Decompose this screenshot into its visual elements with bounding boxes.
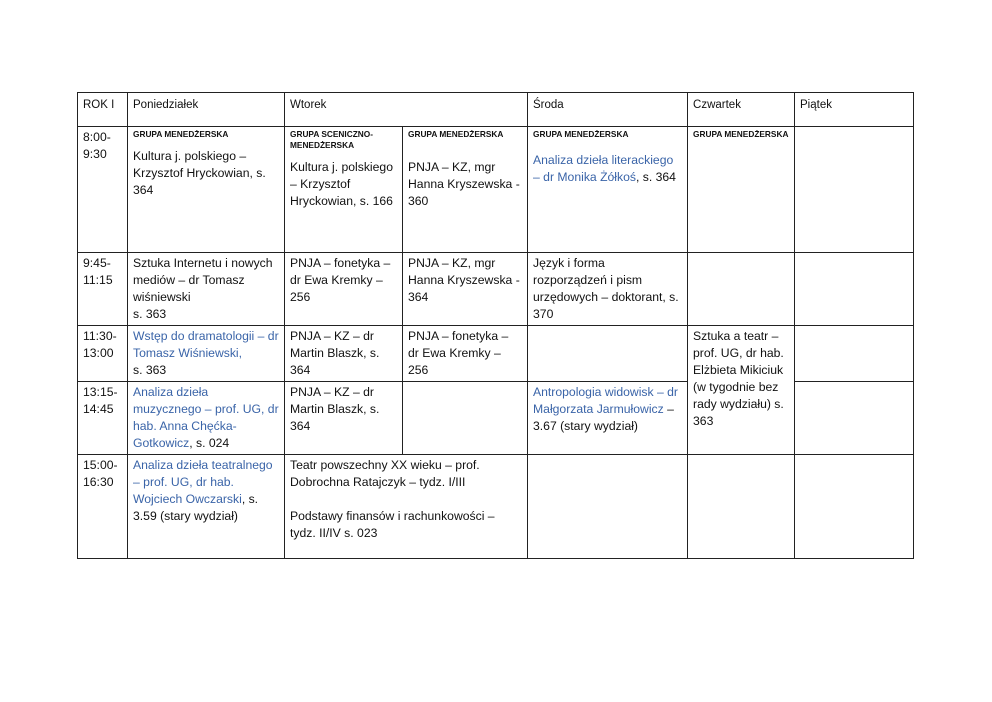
tuesday-cell-a — [285, 382, 403, 455]
course-room: , s. 024 — [189, 436, 230, 450]
time-slot: 8:00- 9:30 — [78, 127, 128, 253]
friday-cell — [795, 455, 914, 559]
time-row — [78, 455, 914, 559]
course-room: s. 363 — [133, 363, 167, 377]
course-link[interactable]: Antropologia widowisk – dr Małgorzata Jarmułowicz — [533, 385, 678, 416]
day-header-friday: Piątek — [795, 93, 914, 127]
monday-cell — [128, 382, 285, 455]
tuesday-cell-b — [403, 382, 528, 455]
time-slot: 15:00- 16:30 — [78, 455, 128, 559]
course-room: – 3.67 (stary wydział) — [533, 402, 674, 433]
group-label: GRUPA MENEDŻERSKA — [533, 129, 629, 139]
friday-cell — [795, 253, 914, 326]
monday-cell — [128, 253, 285, 326]
tuesday-cell-a — [285, 253, 403, 326]
group-label: GRUPA MENEDŻERSKA — [408, 129, 504, 139]
course-link[interactable]: Wstęp do dramatologii – dr Tomasz Wiśniewski, — [133, 329, 279, 360]
wednesday-cell — [528, 253, 688, 326]
tuesday-cell-b — [403, 127, 528, 253]
time-slot: 11:30- 13:00 — [78, 326, 128, 382]
wednesday-cell — [528, 127, 688, 253]
time-row — [78, 253, 914, 326]
day-header-thursday: Czwartek — [688, 93, 795, 127]
wednesday-cell — [528, 455, 688, 559]
friday-cell — [795, 127, 914, 253]
course-entry: PNJA – fonetyka – dr Ewa Kremky – 256 — [408, 329, 509, 377]
day-header-wednesday: Środa — [528, 93, 688, 127]
course-entry: PNJA – KZ – dr Martin Blaszk, s. 364 — [290, 385, 380, 433]
tuesday-cell-a — [285, 127, 403, 253]
thursday-cell — [688, 326, 795, 455]
time-row — [78, 326, 914, 382]
course-room: , s. 3.59 (stary wydział) — [133, 492, 259, 523]
tuesday-cell-merged — [285, 455, 528, 559]
course-entry: PNJA – KZ, mgr Hanna Kryszewska - 360 — [408, 160, 520, 208]
course-entry: Podstawy finansów i rachunkowości – tydz. II/IV s. 023 — [290, 509, 495, 540]
monday-cell — [128, 455, 285, 559]
monday-cell — [128, 127, 285, 253]
group-label: GRUPA MENEDŻERSKA — [133, 129, 229, 139]
course-entry: Sztuka a teatr – prof. UG, dr hab. Elżbieta Mikiciuk (w tygodnie bez rady wydziału) s. 363 — [693, 329, 784, 428]
tuesday-cell-b — [403, 253, 528, 326]
course-link[interactable]: Analiza dzieła teatralnego – prof. UG, dr hab. Wojciech Owczarski — [133, 458, 273, 506]
course-entry: PNJA – fonetyka – dr Ewa Kremky – 256 — [290, 256, 391, 304]
course-entry: Teatr powszechny XX wieku – prof. Dobrochna Ratajczyk – tydz. I/III — [290, 458, 480, 489]
course-entry: Kultura j. polskiego – Krzysztof Hryckowian, s. 364 — [133, 149, 266, 197]
schedule-table — [77, 92, 914, 559]
tuesday-cell-b — [403, 326, 528, 382]
wednesday-cell — [528, 326, 688, 382]
course-entry: PNJA – KZ – dr Martin Blaszk, s. 364 — [290, 329, 380, 377]
group-label: GRUPA SCENICZNO-MENEDŻERSKA — [290, 129, 373, 150]
course-entry: Kultura j. polskiego – Krzysztof Hryckowian, s. 166 — [290, 160, 393, 208]
time-slot: 13:15- 14:45 — [78, 382, 128, 455]
course-room: , s. 364 — [635, 170, 676, 184]
course-entry: Język i forma rozporządzeń i pism urzędowych – doktorant, s. 370 — [533, 256, 679, 321]
friday-cell — [795, 382, 914, 455]
course-entry: Sztuka Internetu i nowych mediów – dr Tomasz wiśniewski s. 363 — [133, 256, 273, 321]
course-link[interactable]: Analiza dzieła muzycznego – prof. UG, dr hab. Anna Chęćka-Gotkowicz — [133, 385, 279, 450]
course-link[interactable]: Analiza dzieła literackiego – dr Monika Żółkoś — [533, 153, 674, 184]
header-row — [78, 93, 914, 127]
day-header-tuesday: Wtorek — [285, 93, 528, 127]
thursday-cell — [688, 127, 795, 253]
day-header-monday: Poniedziałek — [128, 93, 285, 127]
time-slot: 9:45- 11:15 — [78, 253, 128, 326]
tuesday-cell-a — [285, 326, 403, 382]
monday-cell — [128, 326, 285, 382]
thursday-cell — [688, 253, 795, 326]
group-label: GRUPA MENEDŻERSKA — [693, 129, 789, 139]
thursday-cell — [688, 455, 795, 559]
friday-cell — [795, 326, 914, 382]
wednesday-cell — [528, 382, 688, 455]
year-header: ROK I — [78, 93, 128, 127]
time-row — [78, 127, 914, 253]
course-entry: PNJA – KZ, mgr Hanna Kryszewska - 364 — [408, 256, 520, 304]
